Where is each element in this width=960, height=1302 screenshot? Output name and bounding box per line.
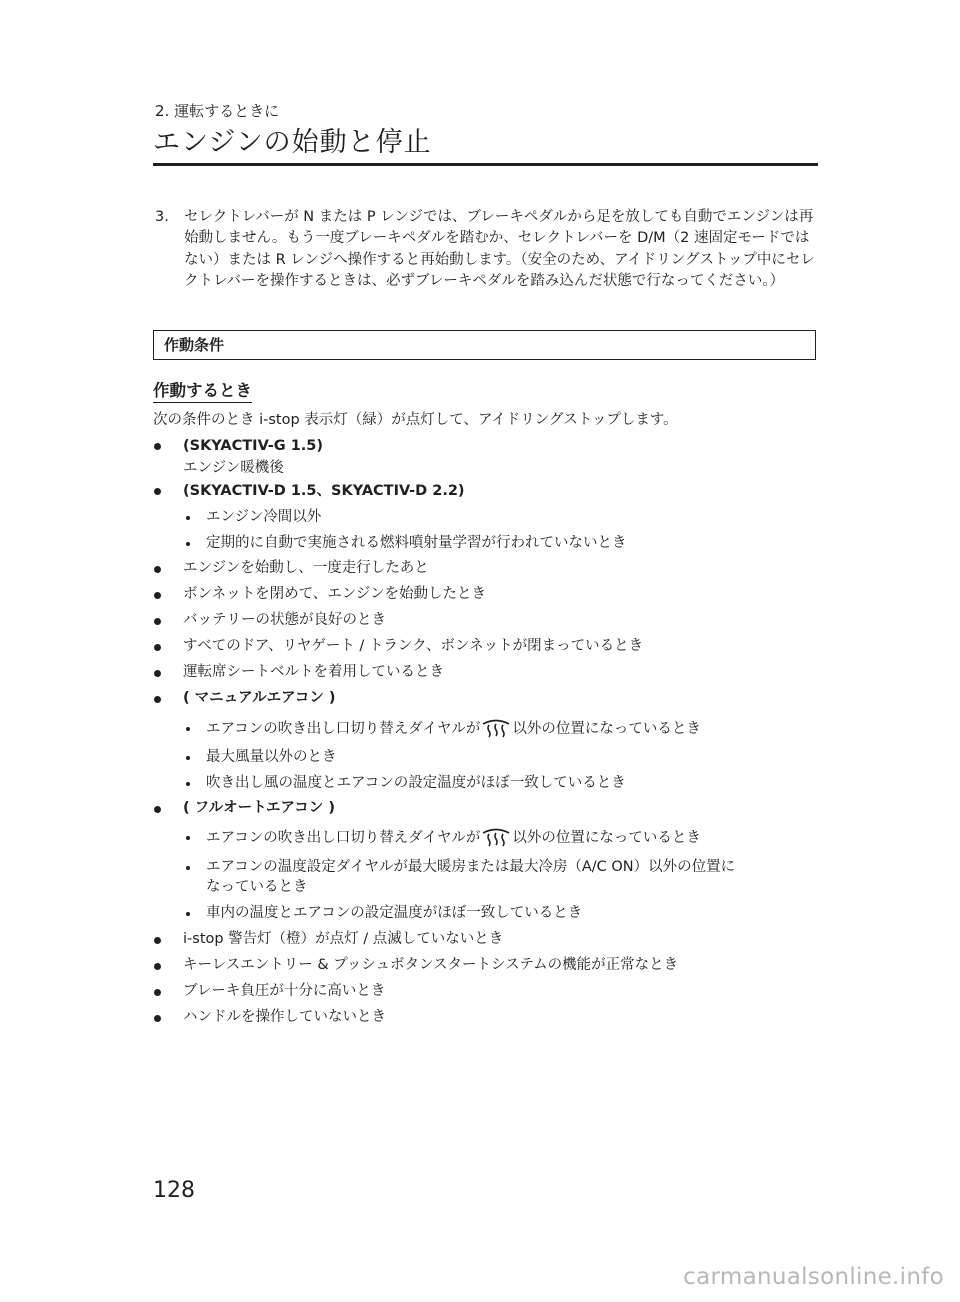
list-item-g15-sub: エンジン暖機後 xyxy=(183,460,284,476)
list-item-d15-sub2: 定期的に自動で実施される燃料噴射量学習が行われていないとき xyxy=(206,535,627,551)
bullet-dot xyxy=(154,806,161,813)
sub-heading: 作動するとき xyxy=(153,377,252,403)
list-item: i-stop 警告灯（橙）が点灯 / 点滅していないとき xyxy=(183,931,504,947)
bullet-dot xyxy=(154,696,161,703)
list-item-g15-label: (SKYACTIV-G 1.5) xyxy=(183,438,324,454)
bullet-dot xyxy=(154,937,161,944)
sub-bullet-dot xyxy=(186,866,190,870)
auto-sub1-text-a: エアコンの吹き出し口切り替えダイヤルが xyxy=(206,830,481,846)
bullet-dot xyxy=(154,592,161,599)
bullet-dot xyxy=(154,644,161,651)
list-item: キーレスエントリー & プッシュボタンスタートシステムの機能が正常なとき xyxy=(183,957,679,973)
section-heading-box: 作動条件 xyxy=(153,330,816,360)
sub-bullet-dot xyxy=(186,912,190,916)
watermark[interactable]: carmanualsonline.info xyxy=(683,1264,944,1290)
list-item-manual-ac-label: ( マニュアルエアコン ) xyxy=(183,690,336,706)
bullet-dot xyxy=(154,1015,161,1022)
sub-bullet-dot xyxy=(186,756,190,760)
sub-bullet-dot xyxy=(186,782,190,786)
sub-bullet-dot xyxy=(186,836,190,840)
list-item-auto-sub3: 車内の温度とエアコンの設定温度がほぼ一致しているとき xyxy=(206,905,583,921)
list-item-d15-sub1: エンジン冷間以外 xyxy=(206,509,322,525)
list-item: すべてのドア、リヤゲート / トランク、ボンネットが閉まっているとき xyxy=(183,638,644,654)
sub-bullet-dot xyxy=(186,516,190,520)
list-item-auto-sub2-line1: エアコンの温度設定ダイヤルが最大暖房または最大冷房（A/C ON）以外の位置に xyxy=(206,859,736,875)
section-label: 2. 運転するときに xyxy=(155,102,280,120)
bullet-dot xyxy=(154,443,161,450)
note-3 xyxy=(155,207,820,293)
windshield-defroster-icon xyxy=(481,716,511,738)
bullet-dot xyxy=(154,618,161,625)
list-item: ボンネットを閉めて、エンジンを始動したとき xyxy=(183,586,487,602)
auto-sub1-text-b: 以外の位置になっているとき xyxy=(512,830,701,846)
bullet-dot xyxy=(154,566,161,573)
list-item-manual-sub3: 吹き出し風の温度とエアコンの設定温度がほぼ一致しているとき xyxy=(206,775,626,791)
list-item-d15-label: (SKYACTIV-D 1.5、SKYACTIV-D 2.2) xyxy=(183,483,465,499)
bullet-dot xyxy=(154,670,161,677)
list-item: ブレーキ負圧が十分に高いとき xyxy=(183,983,386,999)
windshield-defroster-icon xyxy=(481,825,511,847)
list-item-auto-sub1 xyxy=(206,825,701,848)
manual-sub1-text-a: エアコンの吹き出し口切り替えダイヤルが xyxy=(206,721,481,737)
manual-sub1-text-b: 以外の位置になっているとき xyxy=(512,721,701,737)
list-item: エンジンを始動し、一度走行したあと xyxy=(183,560,429,576)
bullet-dot xyxy=(154,989,161,996)
page-title: エンジンの始動と停止 xyxy=(153,127,432,158)
note-number: 3. xyxy=(155,209,169,225)
bullet-dot xyxy=(154,963,161,970)
note-text: セレクトレバーが N または P レンジでは、ブレーキペダルから足を放しても自動でエンジンは再始動しません。もう一度ブレーキペダルを踏むか、セレクトレバーを D/M（2 速固定モードではない）または R レンジへ操作すると再始動します。（安全のため、アイドリングストップ中にセレクトレバーを操作するときは、必ずブレーキペダルを踏み込んだ状態で行なってください。） xyxy=(184,209,815,290)
list-item-manual-sub2: 最大風量以外のとき xyxy=(206,749,337,765)
list-item: 運転席シートベルトを着用しているとき xyxy=(183,664,444,680)
title-rule xyxy=(153,163,818,166)
sub-bullet-dot xyxy=(186,727,190,731)
sub-bullet-dot xyxy=(186,542,190,546)
intro-text: 次の条件のとき i-stop 表示灯（緑）が点灯して、アイドリングストップします。 xyxy=(153,412,678,428)
page-number: 128 xyxy=(153,1178,195,1203)
list-item: バッテリーの状態が良好のとき xyxy=(183,612,386,628)
list-item-auto-sub2-line2: なっているとき xyxy=(206,879,308,895)
list-item: ハンドルを操作していないとき xyxy=(183,1009,386,1025)
list-item-auto-ac-label: ( フルオートエアコン ) xyxy=(183,800,335,816)
bullet-dot xyxy=(154,488,161,495)
list-item-manual-sub1 xyxy=(206,716,701,739)
